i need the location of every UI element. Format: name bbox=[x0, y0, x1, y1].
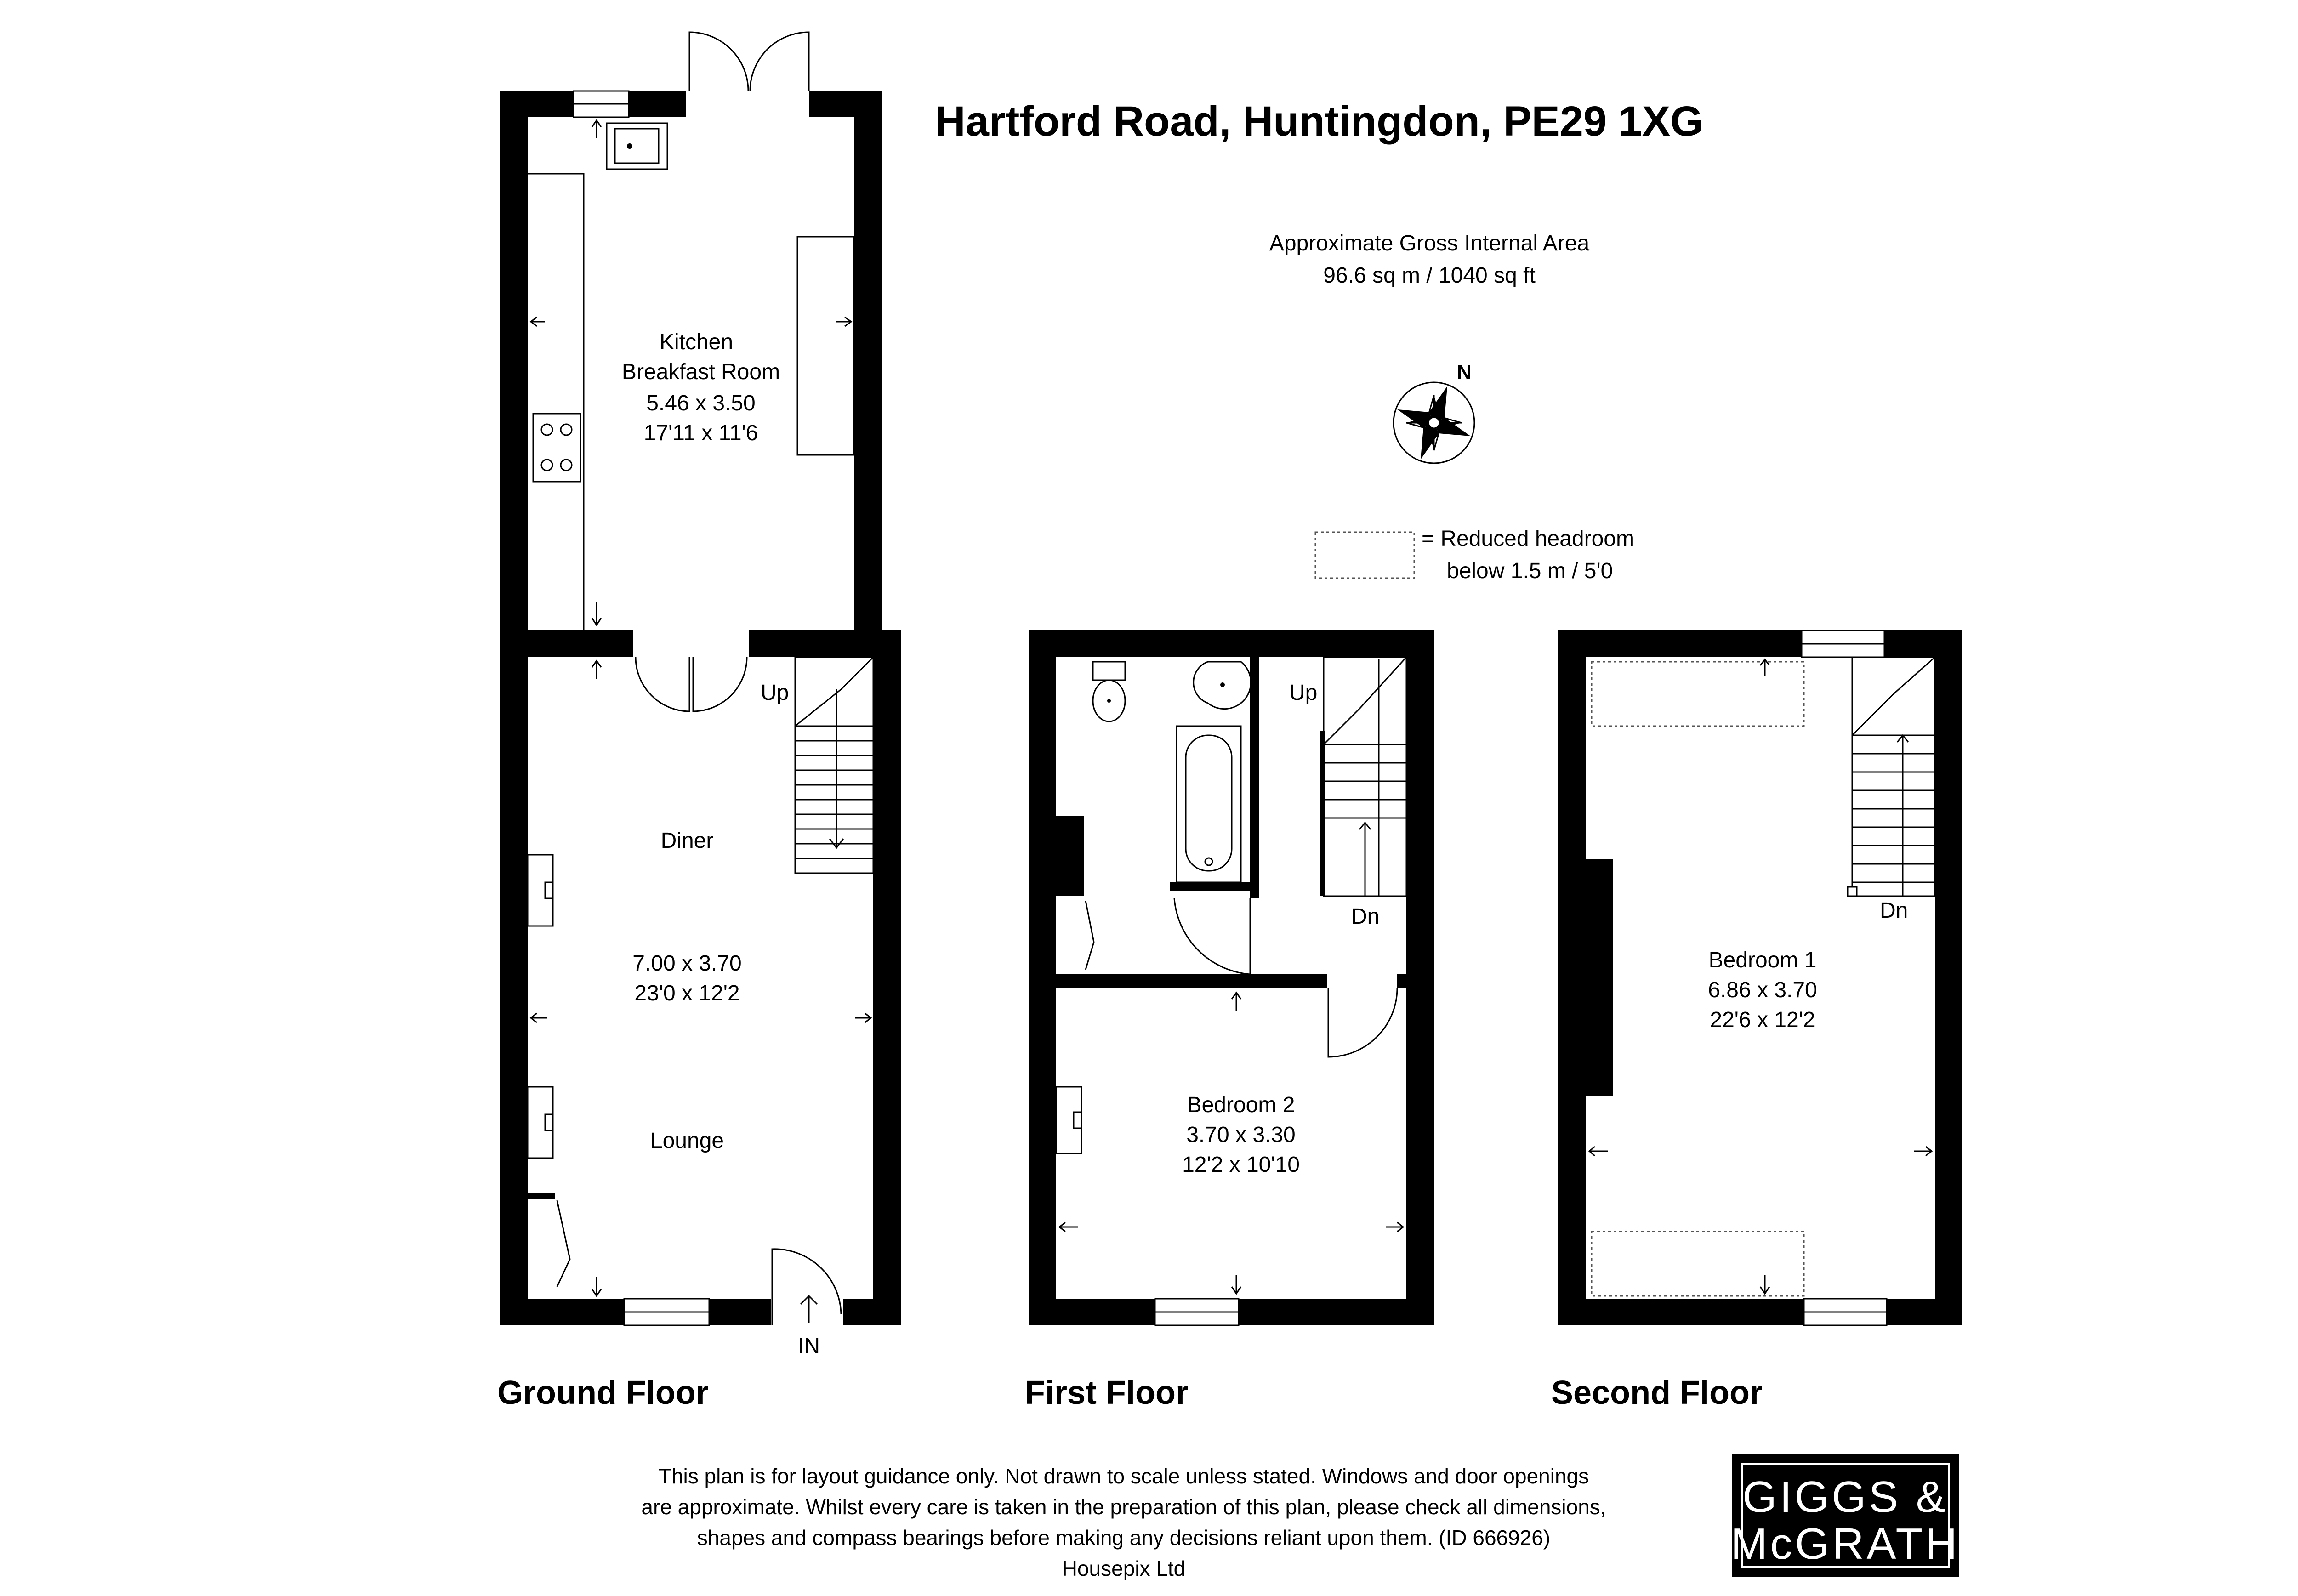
disclaimer-line2: are approximate. Whilst every care is taken in the preparation of this plan, please check all dimensions, bbox=[641, 1495, 1606, 1519]
bedroom1-imperial: 22'6 x 12'2 bbox=[1710, 1008, 1815, 1032]
diner-name: Diner bbox=[660, 829, 714, 853]
bedroom2-metric: 3.70 x 3.30 bbox=[1186, 1123, 1296, 1147]
kitchen-name2: Breakfast Room bbox=[621, 360, 780, 384]
second-floor-label: Second Floor bbox=[1551, 1374, 1763, 1411]
bedroom1-name: Bedroom 1 bbox=[1708, 948, 1817, 972]
first-stairs-up-label: Up bbox=[1289, 681, 1318, 705]
diner-imperial: 23'0 x 12'2 bbox=[634, 981, 740, 1005]
compass-icon bbox=[1384, 373, 1484, 473]
legend-line2: below 1.5 m / 5'0 bbox=[1447, 559, 1613, 583]
disclaimer-line3: shapes and compass bearings before making any decisions reliant upon them. (ID 666926) bbox=[697, 1526, 1551, 1550]
area-value: 96.6 sq m / 1040 sq ft bbox=[1323, 263, 1536, 288]
kitchen-imperial: 17'11 x 11'6 bbox=[643, 421, 758, 445]
lounge-name: Lounge bbox=[650, 1129, 724, 1153]
bedroom2-name: Bedroom 2 bbox=[1187, 1093, 1295, 1117]
kitchen-metric: 5.46 x 3.50 bbox=[646, 391, 756, 415]
reduced-headroom-legend-swatch bbox=[1315, 532, 1414, 578]
disclaimer-line1: This plan is for layout guidance only. Not drawn to scale unless stated. Windows and door openings bbox=[658, 1464, 1589, 1488]
legend-line1: = Reduced headroom bbox=[1422, 527, 1634, 551]
bedroom1-metric: 6.86 x 3.70 bbox=[1708, 978, 1817, 1002]
kitchen-name1: Kitchen bbox=[659, 330, 734, 354]
giggs-mcgrath-logo bbox=[1731, 1454, 1960, 1577]
property-title: Hartford Road, Huntingdon, PE29 1XG bbox=[935, 98, 1703, 145]
entrance-label: IN bbox=[798, 1334, 820, 1358]
compass-north-label: N bbox=[1457, 361, 1472, 384]
first-floor-plan bbox=[1029, 630, 1434, 1325]
logo-line1: GIGGS & bbox=[1742, 1472, 1948, 1522]
logo-line2: McGRATH bbox=[1730, 1519, 1960, 1568]
first-stairs-down-label: Dn bbox=[1351, 904, 1380, 929]
ground-stairs-up-label: Up bbox=[761, 681, 789, 705]
area-label: Approximate Gross Internal Area bbox=[1269, 231, 1590, 256]
ground-floor-label: Ground Floor bbox=[497, 1374, 709, 1411]
disclaimer-line4: Housepix Ltd bbox=[1062, 1556, 1186, 1580]
first-floor-label: First Floor bbox=[1025, 1374, 1189, 1411]
second-stairs-down-label: Dn bbox=[1880, 898, 1908, 923]
bedroom2-imperial: 12'2 x 10'10 bbox=[1182, 1153, 1300, 1177]
diner-metric: 7.00 x 3.70 bbox=[632, 951, 742, 976]
